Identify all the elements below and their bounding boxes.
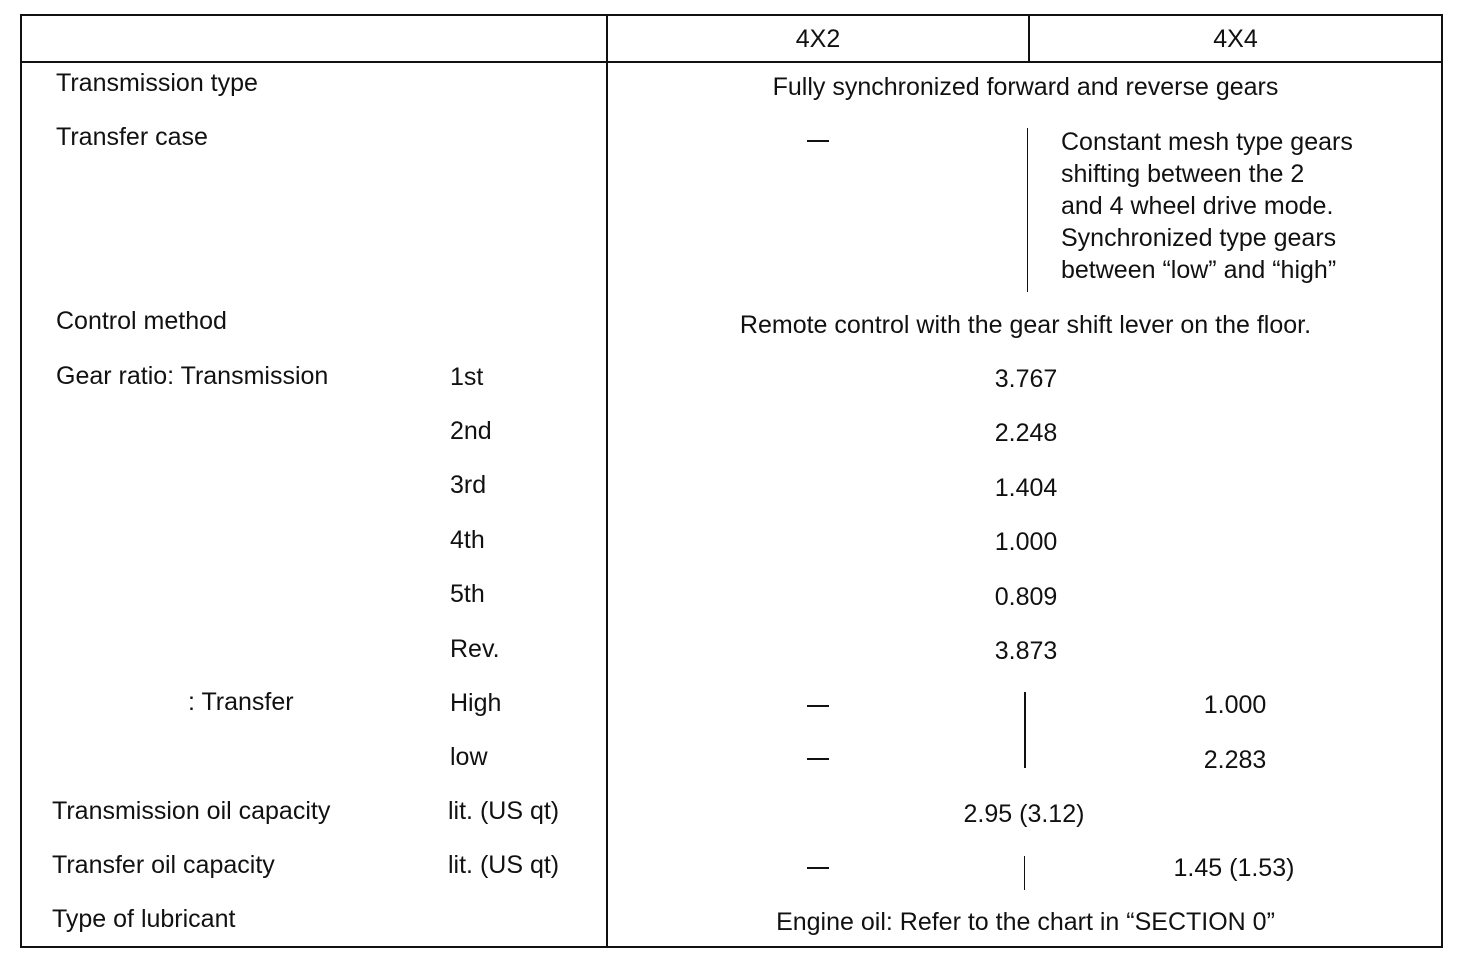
transfer-low-4x4-value: 2.283 [1203,746,1267,774]
transfer-oil-4x2-dash [807,867,829,869]
transfer-oil-4x4-value: 1.45 (1.53) [1173,854,1295,882]
gear-ratio-transfer-label: : Transfer [188,688,294,716]
gear-label-4th: 4th [450,526,485,554]
gear-ratio-4th: 1.000 [994,528,1058,556]
gear-label-5th: 5th [450,580,485,608]
transmission-type-value: Fully synchronized forward and reverse gears [772,73,1279,101]
gear-ratio-5th: 0.809 [994,583,1058,611]
transfer-high-4x4-value: 1.000 [1203,691,1267,719]
header-4x2: 4X2 [795,25,841,53]
lubricant-label: Type of lubricant [52,905,236,933]
transmission-oil-value: 2.95 (3.12) [963,800,1085,828]
gear-ratio-1st: 3.767 [994,365,1058,393]
transfer-low-label: low [450,743,488,771]
transfer-high-4x2-dash [807,705,829,707]
header-4x4: 4X4 [1213,25,1258,53]
transfer-ratio-divider [1024,692,1026,768]
transfer-oil-label: Transfer oil capacity [52,851,275,879]
transfer-high-label: High [450,689,502,717]
gear-ratio-transmission-label: Gear ratio: Transmission [56,362,329,390]
transfer-case-divider [1027,128,1028,292]
control-method-value: Remote control with the gear shift lever on the floor. [739,311,1312,339]
gear-ratio-2nd: 2.248 [994,419,1058,447]
control-method-label: Control method [56,307,227,335]
transfer-case-line: between “low” and “high” [1061,256,1337,284]
transfer-oil-unit: lit. (US qt) [448,851,560,879]
transfer-low-4x2-dash [807,758,829,760]
gear-ratio-rev: 3.873 [994,637,1058,665]
transfer-case-label: Transfer case [56,123,208,151]
transmission-oil-label: Transmission oil capacity [52,797,331,825]
gear-label-3rd: 3rd [450,471,487,499]
transfer-case-4x4-description [1061,126,1353,286]
transmission-type-label: Transmission type [56,69,258,97]
header-divider [20,61,1443,63]
label-column-divider [606,14,608,948]
transfer-oil-divider [1024,856,1025,890]
transfer-case-line: shifting between the 2 [1061,160,1305,188]
transmission-oil-unit: lit. (US qt) [448,797,560,825]
transfer-case-line: Constant mesh type gears [1061,128,1353,156]
transfer-case-4x2-dash [807,140,829,142]
gear-ratio-3rd: 1.404 [994,474,1058,502]
transfer-case-line: and 4 wheel drive mode. [1061,192,1334,220]
transfer-case-line: Synchronized type gears [1061,224,1337,252]
lubricant-value: Engine oil: Refer to the chart in “SECTION 0” [776,908,1275,936]
gear-label-2nd: 2nd [450,417,492,445]
gear-label-1st: 1st [450,363,484,391]
gear-label-rev: Rev. [450,635,500,663]
